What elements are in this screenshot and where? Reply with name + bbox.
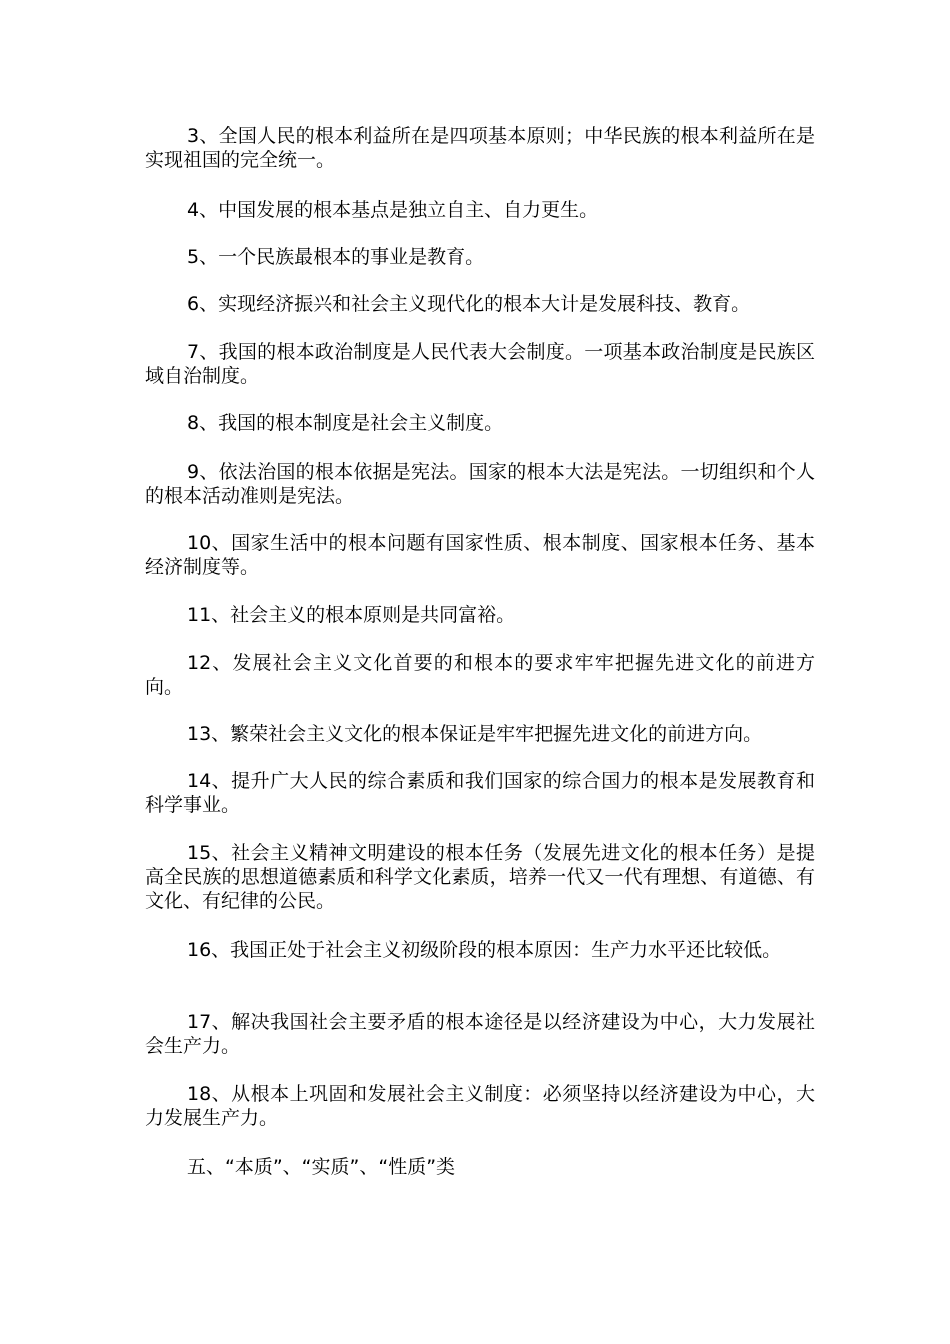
paragraph-item-14: 14、提升广大人民的综合素质和我们国家的综合国力的根本是发展教育和科学事业。: [145, 770, 815, 816]
paragraph-item-13: 13、繁荣社会主义文化的根本保证是牢牢把握先进文化的前进方向。: [187, 723, 763, 745]
section-heading: 五、“本质”、“实质”、“性质”类: [187, 1156, 456, 1178]
paragraph-item-4: 4、中国发展的根本基点是独立自主、自力更生。: [187, 199, 599, 221]
paragraph-item-11: 11、社会主义的根本原则是共同富裕。: [187, 604, 516, 626]
paragraph-item-17: 17、解决我国社会主要矛盾的根本途径是以经济建设为中心，大力发展社会生产力。: [145, 1011, 815, 1057]
paragraph-item-5: 5、一个民族最根本的事业是教育。: [187, 246, 485, 268]
paragraph-item-3: 3、全国人民的根本利益所在是四项基本原则；中华民族的根本利益所在是实现祖国的完全统一。: [145, 125, 815, 171]
paragraph-item-12: 12、发展社会主义文化首要的和根本的要求牢牢把握先进文化的前进方向。: [145, 652, 815, 698]
paragraph-item-16: 16、我国正处于社会主义初级阶段的根本原因：生产力水平还比较低。: [187, 939, 782, 961]
paragraph-item-6: 6、实现经济振兴和社会主义现代化的根本大计是发展科技、教育。: [187, 293, 751, 315]
paragraph-item-10: 10、国家生活中的根本问题有国家性质、根本制度、国家根本任务、基本经济制度等。: [145, 532, 815, 578]
paragraph-item-9: 9、依法治国的根本依据是宪法。国家的根本大法是宪法。一切组织和个人的根本活动准则是宪法。: [145, 461, 815, 507]
paragraph-item-18: 18、从根本上巩固和发展社会主义制度：必须坚持以经济建设为中心，大力发展生产力。: [145, 1083, 815, 1129]
paragraph-item-15: 15、社会主义精神文明建设的根本任务（发展先进文化的根本任务）是提高全民族的思想道德素质和科学文化素质，培养一代又一代有理想、有道德、有文化、有纪律的公民。: [145, 842, 815, 912]
paragraph-item-8: 8、我国的根本制度是社会主义制度。: [187, 412, 504, 434]
paragraph-item-7: 7、我国的根本政治制度是人民代表大会制度。一项基本政治制度是民族区域自治制度。: [145, 341, 815, 387]
